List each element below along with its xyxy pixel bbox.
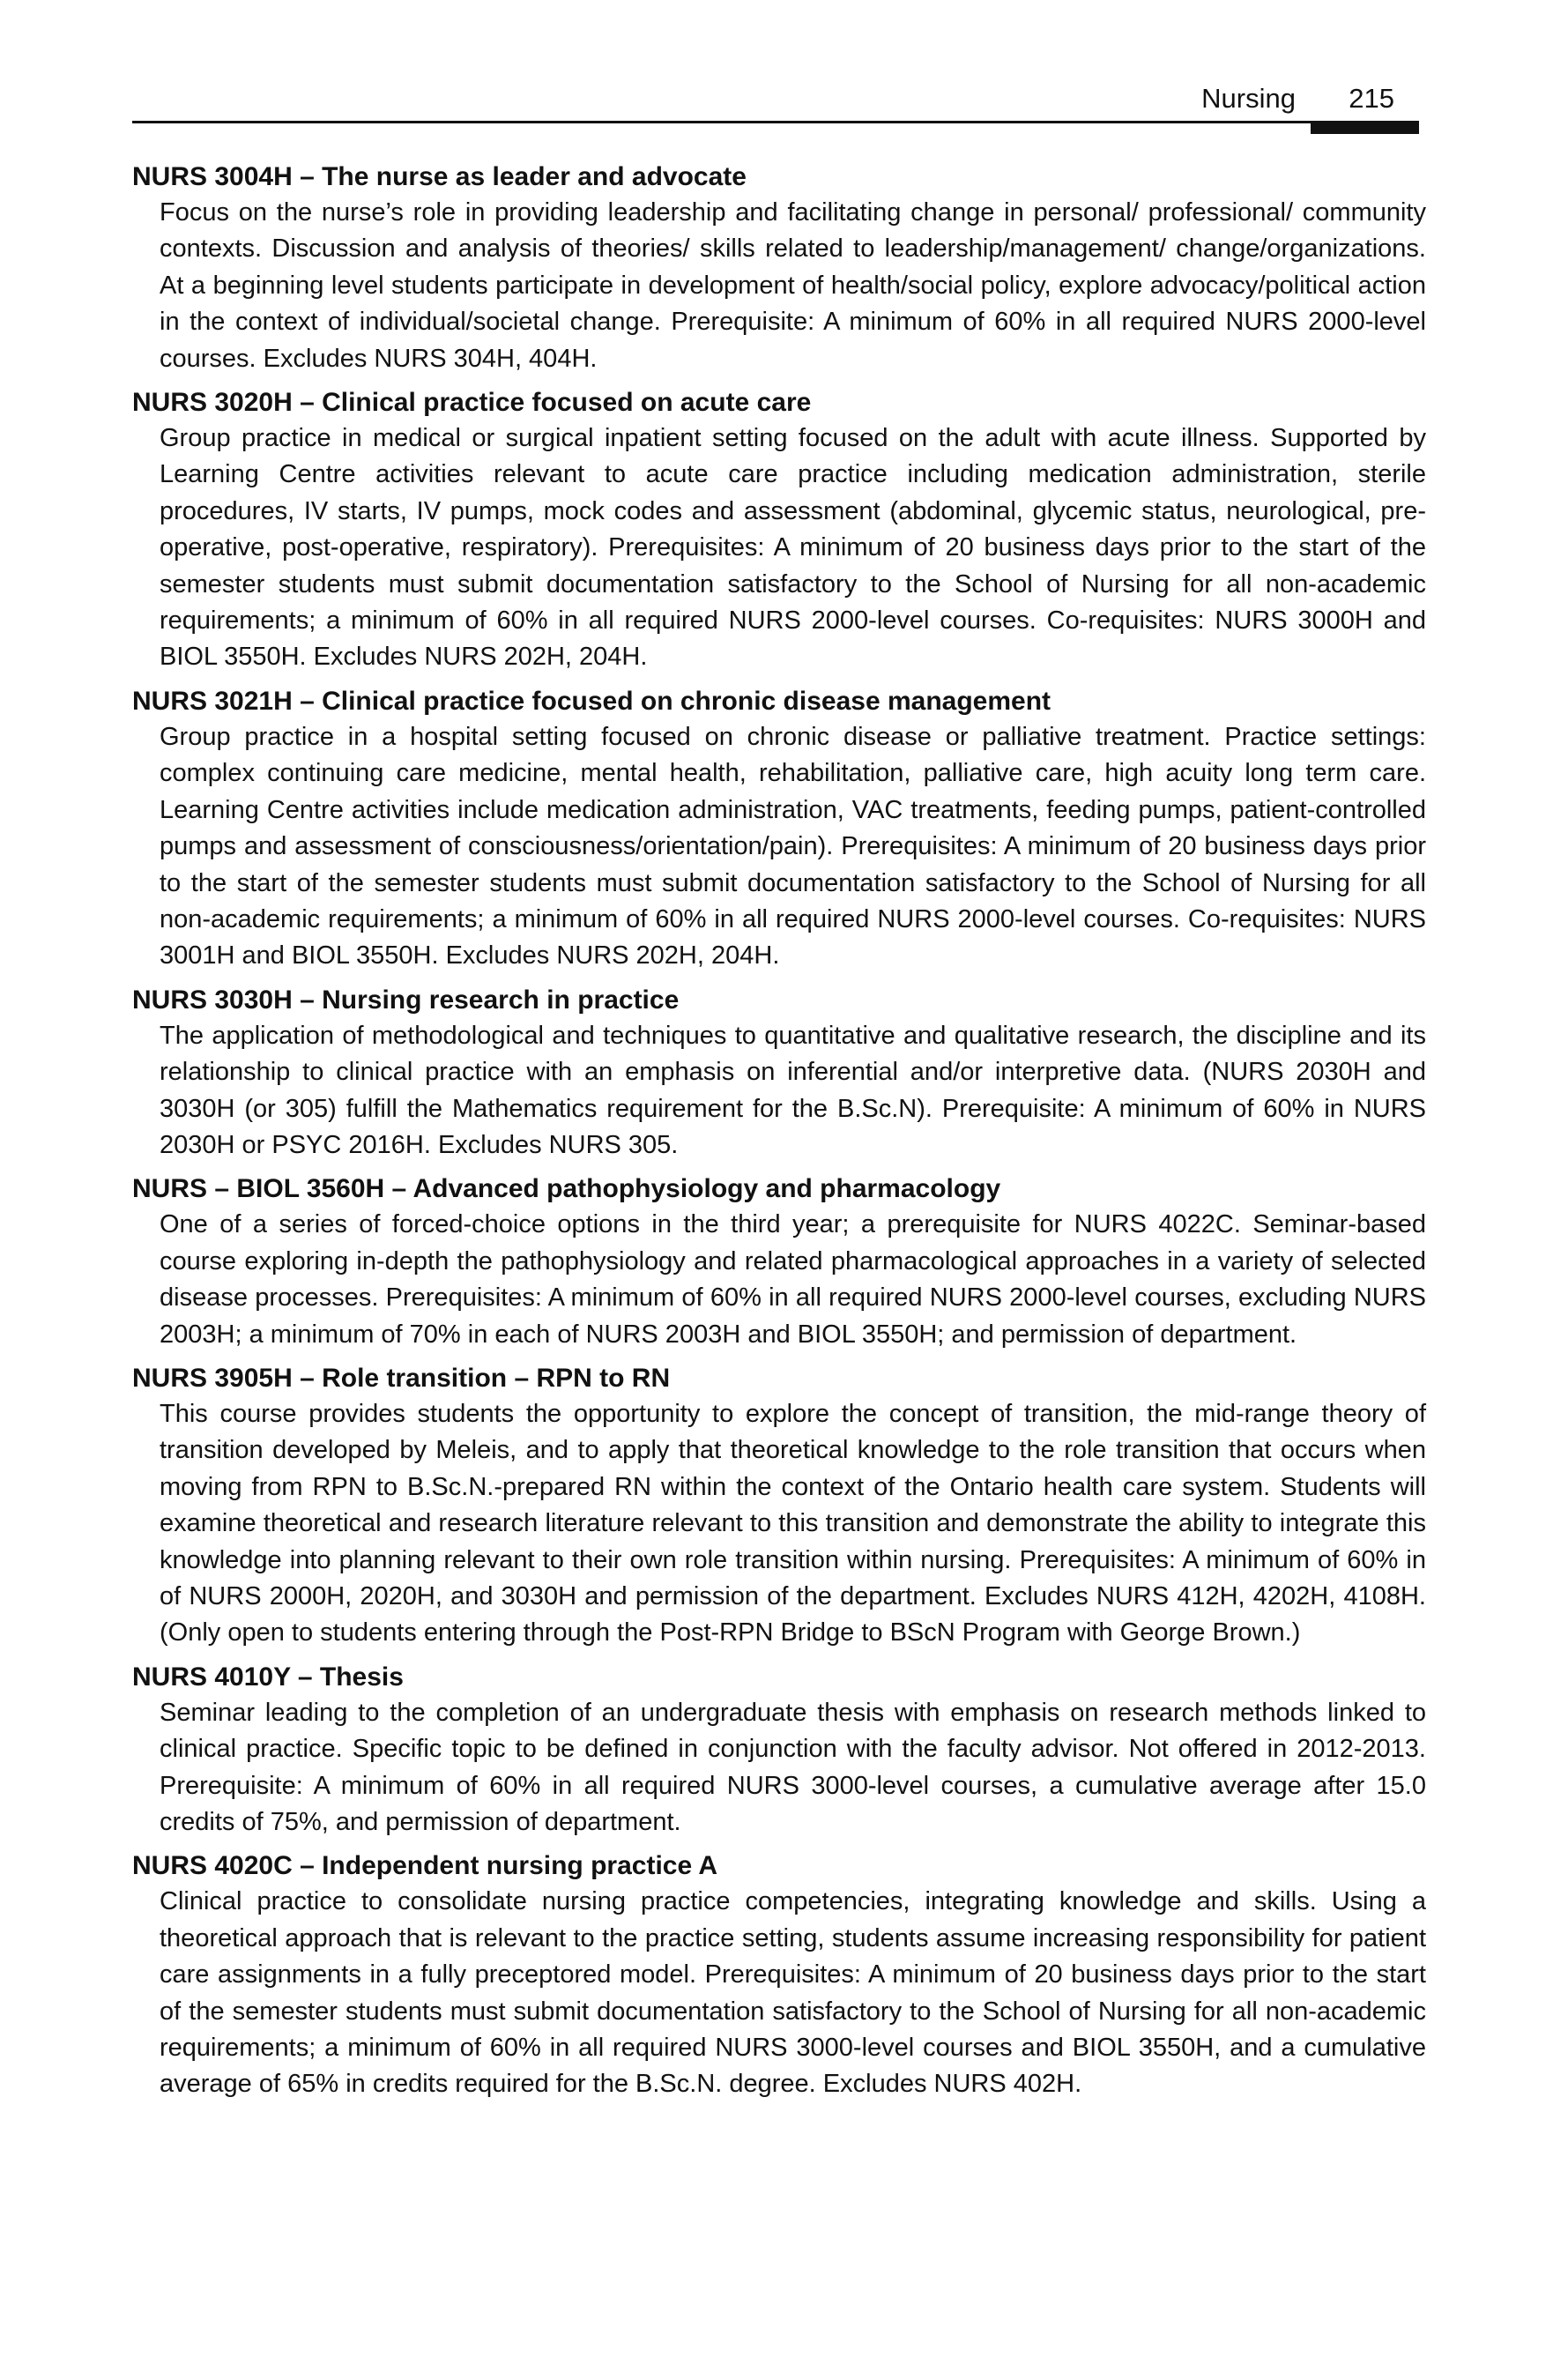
course-description: Group practice in a hospital setting focused on chronic disease or palliative treatment. Practice settings: complex continuing care medicine, mental health, rehabilitation, palliative care, high acuity long term care. Learning Centre activities include medication administration, VAC treatments, feeding pumps, patient-controlled pumps and assessment of consciousness/orientation/pain). Prerequisites: A minimum of 20 business days prior to the start of the semester students must submit documentation satisfactory to the School of Nursing for all non-academic requirements; a minimum of 60% in all required NURS 2000-level courses. Co-requisites: NURS 3001H and BIOL 3550H. Excludes NURS 202H, 204H.	[160, 722, 1426, 971]
header-tab-bar	[1311, 123, 1419, 134]
course-title: NURS 3905H – Role transition – RPN to RN	[132, 1363, 671, 1393]
course-entry	[132, 982, 1426, 1164]
course-list	[132, 159, 1426, 2110]
course-description: Focus on the nurse’s role in providing leadership and facilitating change in personal/ professional/ community contexts. Discussion and analysis of theories/ skills related to leadership/management/ change/organizations. At a beginning level students participate in development of health/social policy, explore advocacy/political action in the context of individual/societal change. Prerequisite: A minimum of 60% in all required NURS 2000-level courses. Excludes NURS 304H, 404H.	[160, 198, 1426, 373]
course-title: NURS – BIOL 3560H – Advanced pathophysiology and pharmacology	[132, 1174, 1001, 1204]
header-rule	[132, 121, 1419, 123]
course-title: NURS 3030H – Nursing research in practice	[132, 985, 680, 1015]
course-entry	[132, 384, 1426, 676]
page-number: 215	[1349, 83, 1394, 114]
course-entry	[132, 1360, 1426, 1652]
course-title: NURS 3004H – The nurse as leader and advocate	[132, 162, 747, 191]
course-description: One of a series of forced-choice options in the third year; a prerequisite for NURS 4022C. Seminar-based course exploring in-depth the pathophysiology and related pharmacological approaches in a variety of selected disease processes. Prerequisites: A minimum of 60% in all required NURS 2000-level courses, excluding NURS 2003H; a minimum of 70% in each of NURS 2003H and BIOL 3550H; and permission of department.	[160, 1210, 1426, 1349]
course-description: Clinical practice to consolidate nursing practice competencies, integrating knowledge and skills. Using a theoretical approach that is relevant to the practice setting, students assume increasing responsibility for patient care assignments in a fully preceptored model. Prerequisites: A minimum of 20 business days prior to the start of the semester students must submit documentation satisfactory to the School of Nursing for all non-academic requirements; a minimum of 60% in all required NURS 3000-level courses and BIOL 3550H, and a cumulative average of 65% in credits required for the B.Sc.N. degree. Excludes NURS 402H.	[160, 1887, 1426, 2099]
header-section-title: Nursing	[1201, 83, 1296, 114]
course-description: Seminar leading to the completion of an undergraduate thesis with emphasis on research methods linked to clinical practice. Specific topic to be defined in conjunction with the faculty advisor. Not offered in 2012-2013. Prerequisite: A minimum of 60% in all required NURS 3000-level courses, a cumulative average after 15.0 credits of 75%, and permission of department.	[160, 1698, 1426, 1837]
course-description: Group practice in medical or surgical inpatient setting focused on the adult with acute illness. Supported by Learning Centre activities relevant to acute care practice including medication administration, sterile procedures, IV starts, IV pumps, mock codes and assessment (abdominal, glycemic status, neurological, pre-operative, post-operative, respiratory). Prerequisites: A minimum of 20 business days prior to the start of the semester students must submit documentation satisfactory to the School of Nursing for all non-academic requirements; a minimum of 60% in all required NURS 2000-level courses. Co-requisites: NURS 3000H and BIOL 3550H. Excludes NURS 202H, 204H.	[160, 424, 1426, 672]
course-description: The application of methodological and techniques to quantitative and qualitative research, the discipline and its relationship to clinical practice with an emphasis on inferential and/or interpretive data. (NURS 2030H and 3030H (or 305) fulfill the Mathematics requirement for the B.Sc.N). Prerequisite: A minimum of 60% in NURS 2030H or PSYC 2016H. Excludes NURS 305.	[160, 1021, 1426, 1159]
course-entry	[132, 683, 1426, 975]
course-title: NURS 3020H – Clinical practice focused on acute care	[132, 388, 812, 418]
course-entry	[132, 1171, 1426, 1353]
course-title: NURS 4020C – Independent nursing practice A	[132, 1851, 718, 1881]
course-entry	[132, 159, 1426, 377]
course-entry	[132, 1659, 1426, 1841]
course-title: NURS 3021H – Clinical practice focused on chronic disease management	[132, 686, 1051, 716]
course-entry	[132, 1848, 1426, 2102]
course-title: NURS 4010Y – Thesis	[132, 1662, 404, 1692]
page-header	[132, 81, 1419, 136]
course-description: This course provides students the opportunity to explore the concept of transition, the mid-range theory of transition developed by Meleis, and to apply that theoretical knowledge to the role transition that occurs when moving from RPN to B.Sc.N.-prepared RN within the context of the Ontario health care system. Students will examine theoretical and research literature relevant to this transition and demonstrate the ability to integrate this knowledge into planning relevant to their own role transition within nursing. Prerequisites: A minimum of 60% in of NURS 2000H, 2020H, and 3030H and permission of the department. Excludes NURS 412H, 4202H, 4108H. (Only open to students entering through the Post-RPN Bridge to BScN Program with George Brown.)	[160, 1399, 1426, 1647]
